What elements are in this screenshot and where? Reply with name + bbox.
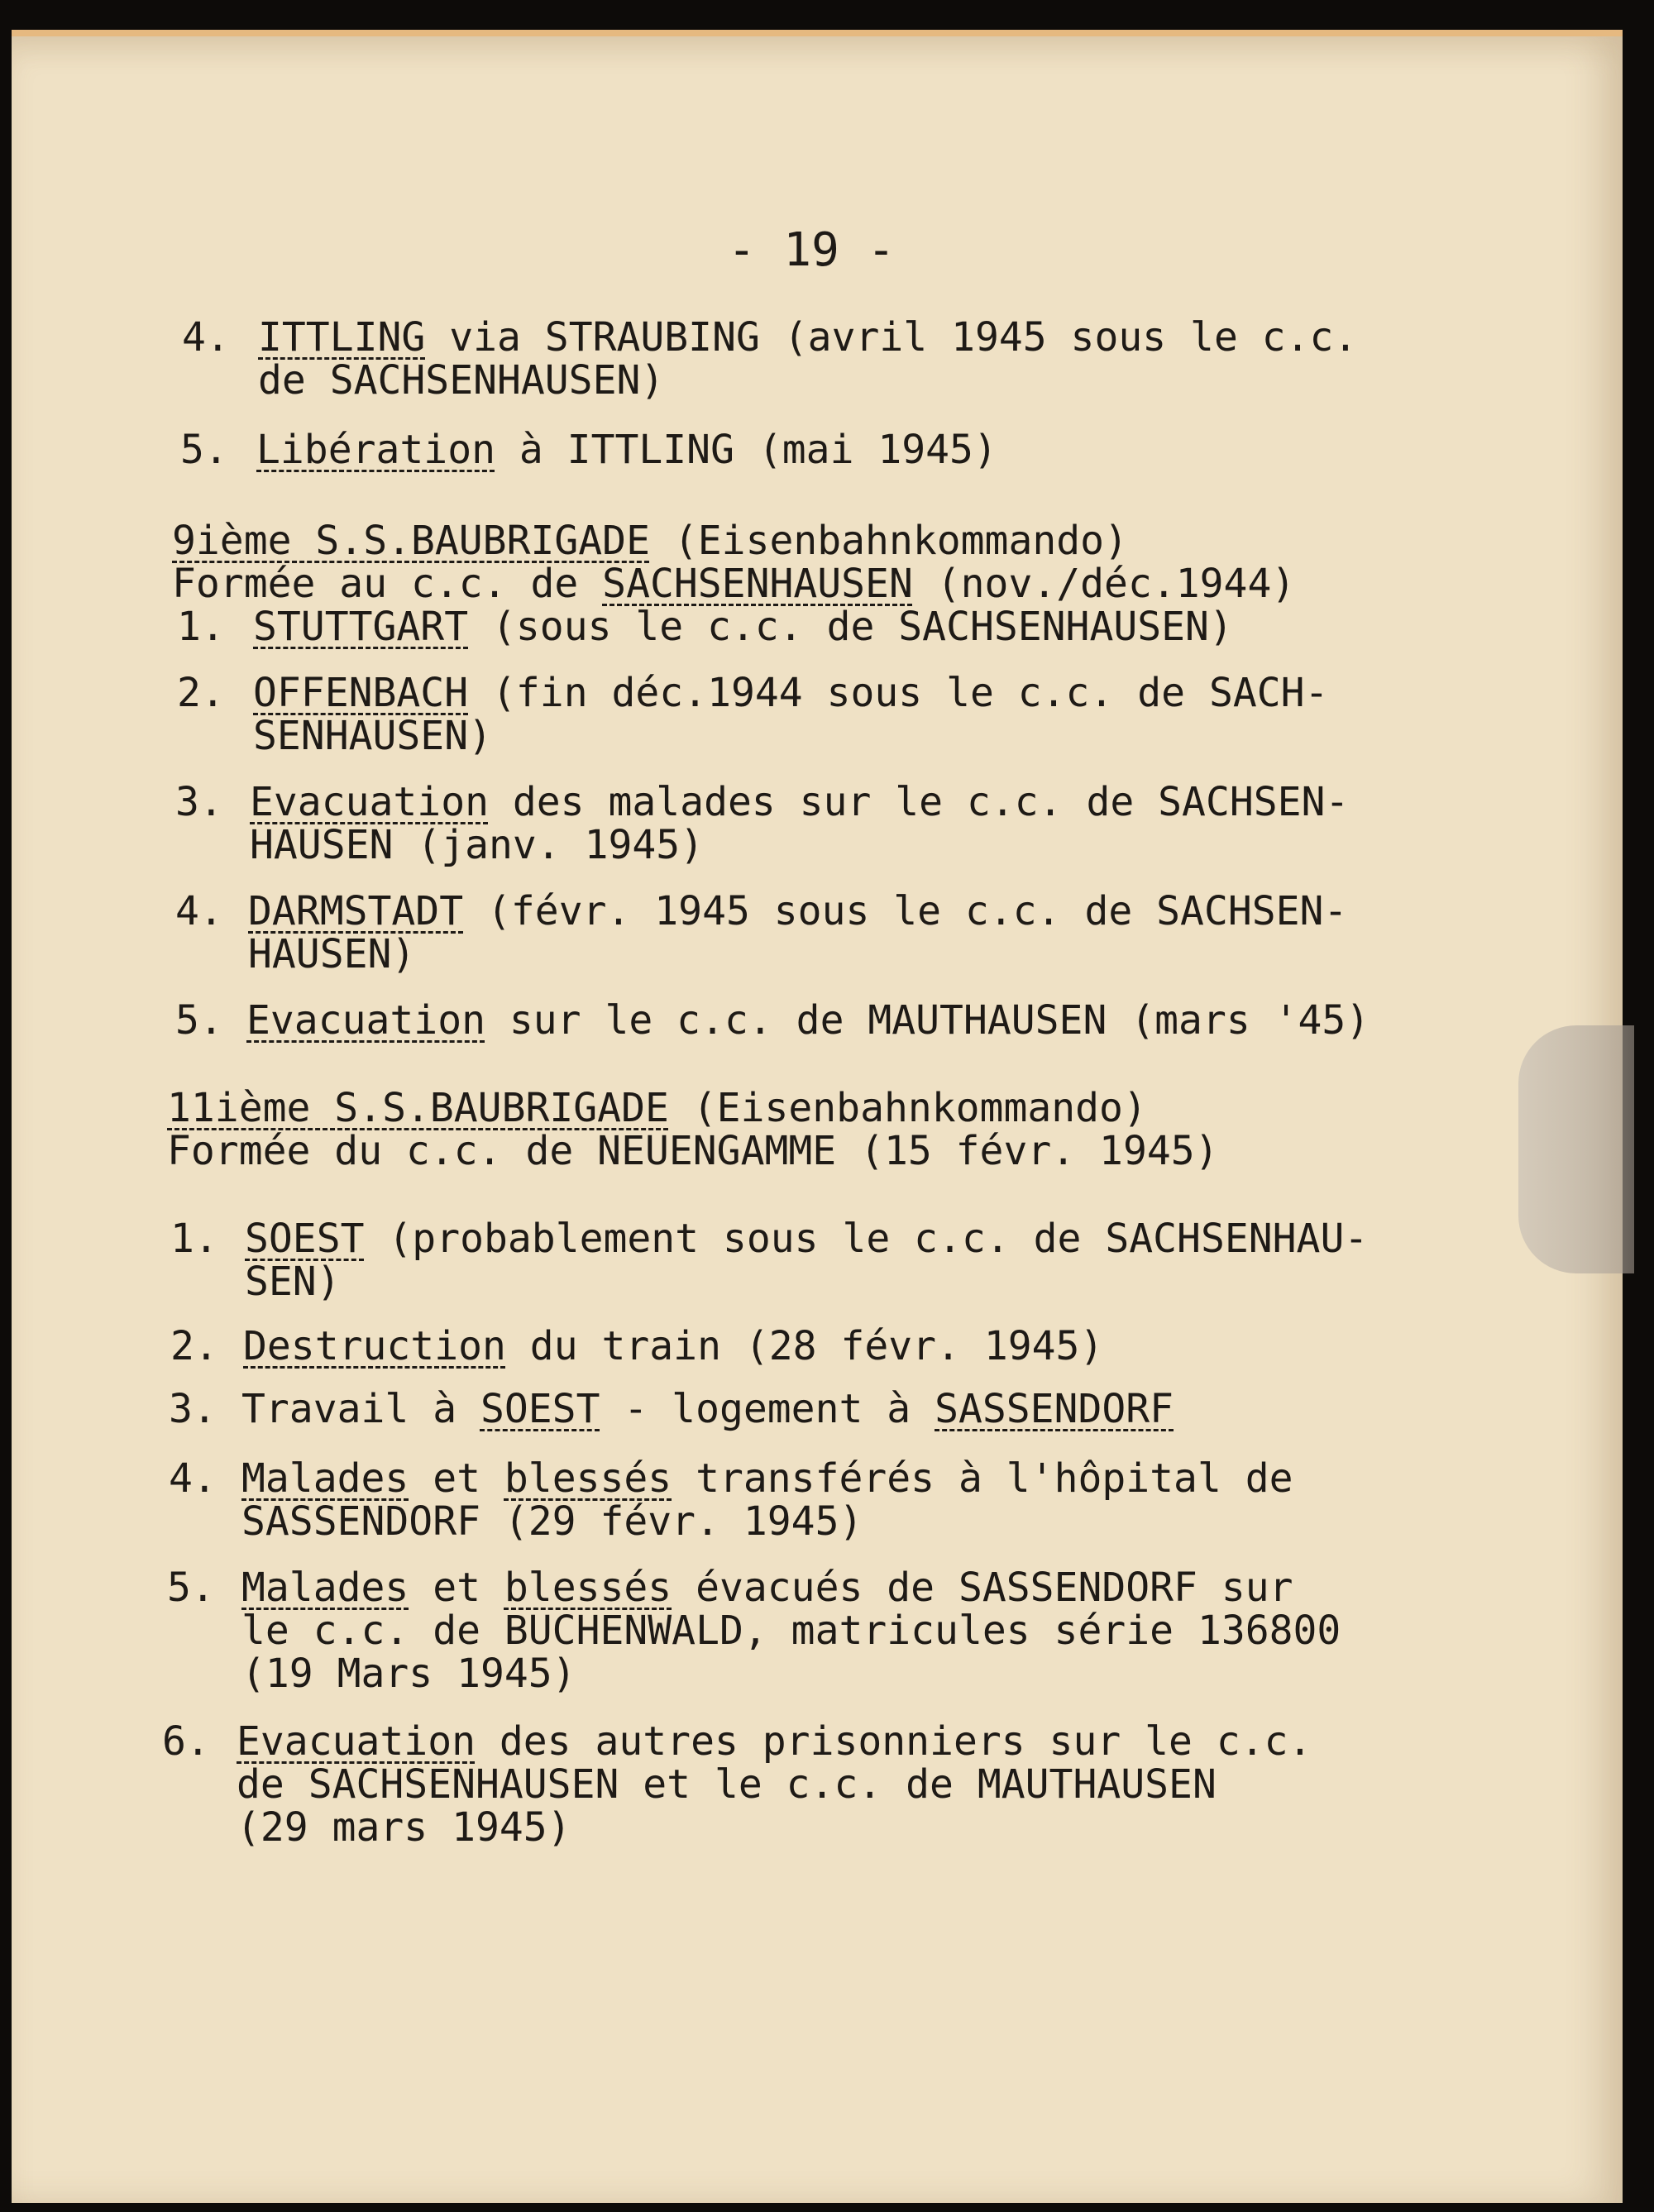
item-body	[256, 428, 997, 471]
item-number: 2.	[170, 1323, 218, 1369]
underlined-term: Destruction	[243, 1323, 506, 1369]
header-line	[172, 519, 1295, 562]
item-line	[241, 1652, 1341, 1695]
underlined-term: SASSENDORF	[935, 1386, 1174, 1432]
text-run: et	[409, 1565, 504, 1611]
text-run: (févr. 1945 sous le c.c. de SACHSEN-	[463, 888, 1348, 934]
item-line	[250, 781, 1349, 824]
item-line	[237, 1763, 1312, 1806]
underlined-term: SOEST	[245, 1216, 365, 1262]
text-run: (nov./déc.1944)	[912, 561, 1296, 607]
item-line	[245, 1217, 1368, 1260]
text-run: via STRAUBING (avril 1945 sous le c.c.	[425, 314, 1358, 361]
text-run: évacués de SASSENDORF sur	[672, 1565, 1293, 1611]
text-run: (19 Mars 1945)	[241, 1651, 576, 1697]
item-body	[258, 316, 1357, 402]
item-body	[243, 1325, 1103, 1368]
item-number: 1.	[170, 1216, 218, 1262]
text-run: et	[409, 1455, 504, 1502]
item-line	[237, 1806, 1312, 1849]
item-body	[237, 1720, 1312, 1849]
item-line	[241, 1566, 1341, 1609]
underlined-term: blessés	[504, 1565, 672, 1611]
item-number: 4.	[182, 314, 230, 361]
item-body	[246, 999, 1370, 1042]
text-run: (Eisenbahnkommando)	[649, 518, 1128, 564]
item-number: 1.	[177, 604, 225, 650]
underlined-term: blessés	[504, 1455, 672, 1502]
section-header	[167, 1087, 1219, 1173]
item-line	[241, 1609, 1341, 1652]
item-number: 5.	[167, 1565, 215, 1611]
underlined-term: DARMSTADT	[248, 888, 464, 934]
item-line	[256, 428, 997, 471]
text-run: le c.c. de BUCHENWALD, matricules série 136800	[241, 1608, 1341, 1654]
text-run: de SACHSENHAUSEN et le c.c. de MAUTHAUSEN	[237, 1761, 1217, 1808]
item-body	[250, 781, 1349, 867]
text-run: transférés à l'hôpital de	[672, 1455, 1293, 1502]
item-body	[245, 1217, 1368, 1303]
text-run: (sous le c.c. de SACHSENHAUSEN)	[468, 604, 1233, 650]
text-run: SENHAUSEN)	[253, 713, 492, 759]
item-body	[241, 1457, 1293, 1543]
item-number: 4.	[175, 888, 223, 934]
item-line	[243, 1325, 1103, 1368]
item-number: 3.	[169, 1386, 217, 1432]
item-body	[248, 890, 1347, 976]
text-run: Formée au c.c. de	[172, 561, 603, 607]
underlined-term: OFFENBACH	[253, 670, 469, 716]
underlined-term: Evacuation	[246, 997, 485, 1044]
text-run: de SACHSENHAUSEN)	[258, 357, 665, 404]
item-line	[237, 1720, 1312, 1763]
underlined-term: ITTLING	[258, 314, 426, 361]
text-run: du train (28 févr. 1945)	[505, 1323, 1104, 1369]
item-line	[250, 824, 1349, 867]
text-run: à ITTLING (mai 1945)	[495, 427, 997, 473]
item-line	[253, 671, 1328, 714]
text-run: HAUSEN)	[248, 931, 416, 977]
underlined-term: Libération	[256, 427, 495, 473]
item-number: 5.	[180, 427, 228, 473]
text-run: des autres prisonniers sur le c.c.	[475, 1718, 1312, 1765]
text-run: des malades sur le c.c. de SACHSEN-	[488, 779, 1350, 825]
text-run: SASSENDORF (29 févr. 1945)	[241, 1498, 863, 1545]
item-line	[258, 359, 1357, 402]
item-line	[258, 316, 1357, 359]
section-header	[172, 519, 1295, 605]
underlined-term: SACHSENHAUSEN	[602, 561, 913, 607]
section-title: 9ième S.S.BAUBRIGADE	[172, 518, 650, 564]
text-run: - logement à	[600, 1386, 935, 1432]
item-line	[248, 933, 1347, 976]
header-line	[167, 1130, 1219, 1173]
underlined-term: SOEST	[480, 1386, 600, 1432]
header-line	[172, 562, 1295, 605]
item-line	[241, 1457, 1293, 1500]
item-number: 3.	[175, 779, 223, 825]
underlined-term: Malades	[241, 1455, 409, 1502]
text-run: Formée du c.c. de NEUENGAMME (15 févr. 1945)	[167, 1128, 1219, 1174]
item-number: 6.	[162, 1718, 210, 1765]
item-body	[241, 1566, 1341, 1695]
item-number: 2.	[177, 670, 225, 716]
underlined-term: STUTTGART	[253, 604, 469, 650]
text-run: Travail à	[241, 1386, 480, 1432]
page-number: - 19 -	[728, 223, 896, 277]
item-body	[253, 605, 1233, 648]
section-title: 11ième S.S.BAUBRIGADE	[167, 1085, 669, 1131]
item-line	[241, 1388, 1174, 1431]
header-line	[167, 1087, 1219, 1130]
text-run: (Eisenbahnkommando)	[668, 1085, 1147, 1131]
text-run: SEN)	[245, 1259, 341, 1305]
underlined-term: Evacuation	[250, 779, 489, 825]
item-number: 5.	[175, 997, 223, 1044]
item-body	[253, 671, 1328, 757]
text-run: (probablement sous le c.c. de SACHSENHAU-	[364, 1216, 1369, 1262]
text-run: (29 mars 1945)	[237, 1804, 571, 1851]
text-run: (fin déc.1944 sous le c.c. de SACH-	[468, 670, 1329, 716]
item-line	[241, 1500, 1293, 1543]
item-line	[253, 714, 1328, 757]
item-body	[241, 1388, 1174, 1431]
item-line	[253, 605, 1233, 648]
text-run: HAUSEN (janv. 1945)	[250, 822, 705, 868]
text-run: sur le c.c. de MAUTHAUSEN (mars '45)	[485, 997, 1370, 1044]
item-line	[245, 1260, 1368, 1303]
item-line	[246, 999, 1370, 1042]
item-number: 4.	[169, 1455, 217, 1502]
underlined-term: Malades	[241, 1565, 409, 1611]
underlined-term: Evacuation	[237, 1718, 476, 1765]
item-line	[248, 890, 1347, 933]
